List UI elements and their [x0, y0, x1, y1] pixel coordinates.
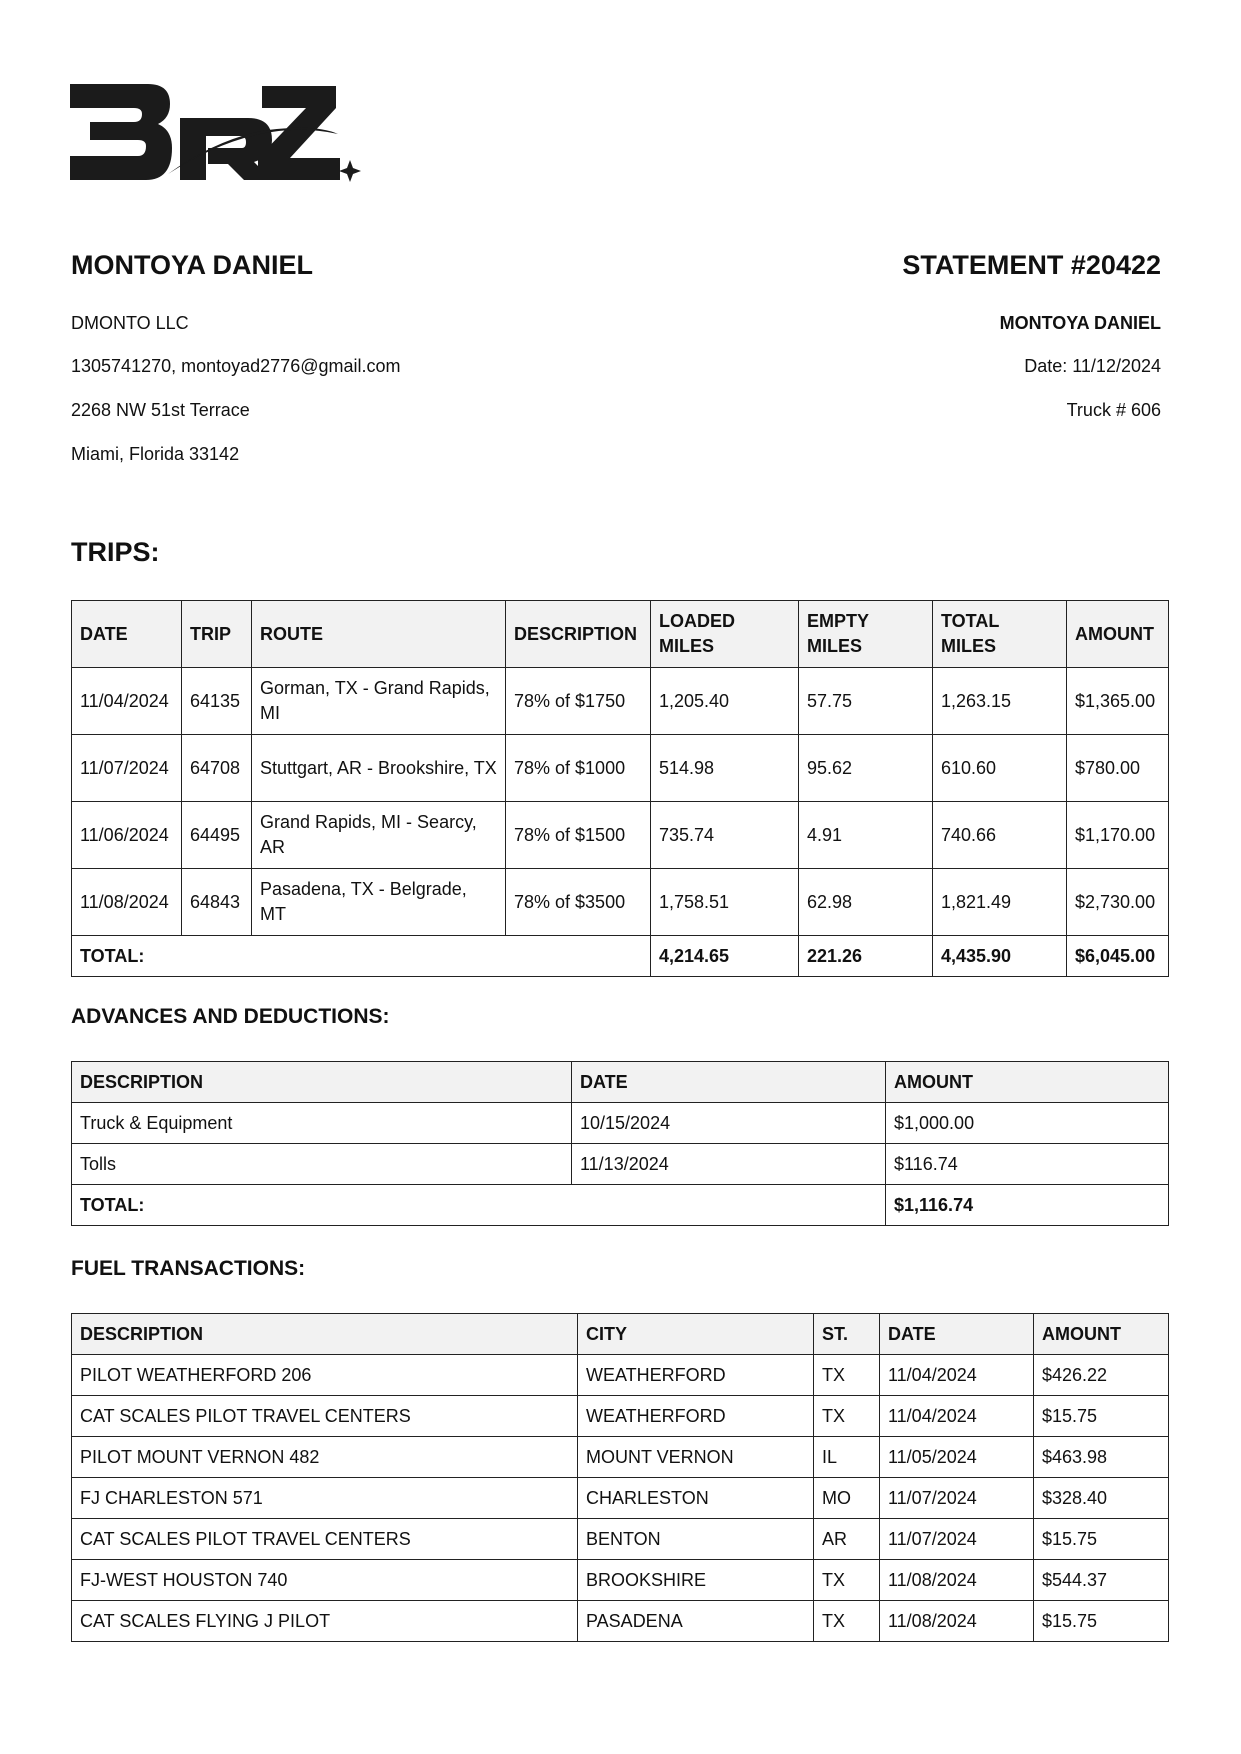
table-cell: IL	[814, 1437, 880, 1478]
table-cell: FJ-WEST HOUSTON 740	[72, 1560, 578, 1601]
trips-heading: TRIPS:	[71, 537, 160, 567]
table-cell: $15.75	[1034, 1519, 1169, 1560]
table-cell: 11/04/2024	[880, 1396, 1034, 1437]
table-cell: 62.98	[799, 869, 933, 936]
table-cell: $1,000.00	[886, 1103, 1169, 1144]
table-cell: FJ CHARLESTON 571	[72, 1478, 578, 1519]
table-row	[72, 1144, 1169, 1185]
driver-address-line2: Miami, Florida 33142	[71, 444, 240, 464]
driver-contact: 1305741270, montoyad2776@gmail.com	[71, 356, 401, 376]
table-cell: 1,205.40	[651, 668, 799, 735]
table-cell: 11/05/2024	[880, 1437, 1034, 1478]
column-header: DATE	[72, 601, 182, 668]
fuel-table	[71, 1313, 1169, 1642]
column-header: DESCRIPTION	[72, 1314, 578, 1355]
table-cell: AR	[814, 1519, 880, 1560]
table-row	[72, 869, 1169, 936]
driver-company: DMONTO LLC	[71, 313, 189, 333]
table-cell: 4.91	[799, 802, 933, 869]
fuel-header-row	[72, 1314, 1169, 1355]
table-cell: 78% of $1750	[506, 668, 651, 735]
table-cell: TX	[814, 1396, 880, 1437]
trips-header-row	[72, 601, 1169, 668]
table-cell: 11/07/2024	[72, 735, 182, 802]
table-cell: $328.40	[1034, 1478, 1169, 1519]
table-cell: $116.74	[886, 1144, 1169, 1185]
table-cell: 740.66	[933, 802, 1067, 869]
statement-date: Date: 11/12/2024	[1024, 356, 1161, 376]
table-cell: MO	[814, 1478, 880, 1519]
column-header: LOADED MILES	[651, 601, 799, 668]
table-cell: 57.75	[799, 668, 933, 735]
total-empty-miles: 221.26	[799, 936, 933, 977]
table-row	[72, 1103, 1169, 1144]
table-row	[72, 735, 1169, 802]
table-cell: CAT SCALES PILOT TRAVEL CENTERS	[72, 1519, 578, 1560]
column-header: EMPTY MILES	[799, 601, 933, 668]
table-cell: 11/08/2024	[880, 1560, 1034, 1601]
table-cell: 1,263.15	[933, 668, 1067, 735]
table-row	[72, 1355, 1169, 1396]
table-cell: Pasadena, TX - Belgrade, MT	[252, 869, 506, 936]
table-cell: 735.74	[651, 802, 799, 869]
table-cell: CAT SCALES FLYING J PILOT	[72, 1601, 578, 1642]
table-row	[72, 1437, 1169, 1478]
table-cell: WEATHERFORD	[578, 1355, 814, 1396]
column-header: TOTAL MILES	[933, 601, 1067, 668]
table-row	[72, 1519, 1169, 1560]
table-cell: TX	[814, 1560, 880, 1601]
table-cell: 11/08/2024	[880, 1601, 1034, 1642]
statement-truck: Truck # 606	[1066, 400, 1161, 420]
table-cell: 64708	[182, 735, 252, 802]
table-cell: BENTON	[578, 1519, 814, 1560]
table-row	[72, 1560, 1169, 1601]
table-row	[72, 1478, 1169, 1519]
driver-address-line1: 2268 NW 51st Terrace	[71, 400, 250, 420]
table-cell: 1,821.49	[933, 869, 1067, 936]
trips-table	[71, 600, 1169, 977]
table-cell: 95.62	[799, 735, 933, 802]
table-cell: 64135	[182, 668, 252, 735]
table-cell: Grand Rapids, MI - Searcy, AR	[252, 802, 506, 869]
column-header: ST.	[814, 1314, 880, 1355]
table-cell: $1,365.00	[1067, 668, 1169, 735]
column-header: ROUTE	[252, 601, 506, 668]
table-cell: Stuttgart, AR - Brookshire, TX	[252, 735, 506, 802]
table-cell: $426.22	[1034, 1355, 1169, 1396]
table-cell: $1,170.00	[1067, 802, 1169, 869]
table-cell: 11/07/2024	[880, 1478, 1034, 1519]
table-cell: $463.98	[1034, 1437, 1169, 1478]
advances-total-row	[72, 1185, 1169, 1226]
column-header: AMOUNT	[886, 1062, 1169, 1103]
table-cell: BROOKSHIRE	[578, 1560, 814, 1601]
table-cell: TX	[814, 1355, 880, 1396]
column-header: DATE	[572, 1062, 886, 1103]
table-cell: CAT SCALES PILOT TRAVEL CENTERS	[72, 1396, 578, 1437]
advances-table	[71, 1061, 1169, 1226]
table-cell: 78% of $1500	[506, 802, 651, 869]
column-header: DATE	[880, 1314, 1034, 1355]
table-cell: Truck & Equipment	[72, 1103, 572, 1144]
total-miles: 4,435.90	[933, 936, 1067, 977]
table-cell: MOUNT VERNON	[578, 1437, 814, 1478]
table-row	[72, 1601, 1169, 1642]
column-header: AMOUNT	[1034, 1314, 1169, 1355]
table-cell: 11/04/2024	[72, 668, 182, 735]
table-cell: 1,758.51	[651, 869, 799, 936]
total-label: TOTAL:	[72, 936, 651, 977]
total-amount: $6,045.00	[1067, 936, 1169, 977]
table-row	[72, 1396, 1169, 1437]
advances-heading: ADVANCES AND DEDUCTIONS:	[71, 1005, 390, 1028]
total-loaded-miles: 4,214.65	[651, 936, 799, 977]
table-cell: 78% of $3500	[506, 869, 651, 936]
fuel-heading: FUEL TRANSACTIONS:	[71, 1257, 306, 1280]
driver-name-heading: MONTOYA DANIEL	[71, 250, 314, 280]
table-cell: Tolls	[72, 1144, 572, 1185]
table-row	[72, 802, 1169, 869]
statement-title: STATEMENT #20422	[902, 250, 1161, 280]
table-cell: 78% of $1000	[506, 735, 651, 802]
table-cell: WEATHERFORD	[578, 1396, 814, 1437]
table-cell: 514.98	[651, 735, 799, 802]
column-header: TRIP	[182, 601, 252, 668]
table-cell: 64495	[182, 802, 252, 869]
total-label: TOTAL:	[72, 1185, 886, 1226]
column-header: CITY	[578, 1314, 814, 1355]
table-cell: 11/13/2024	[572, 1144, 886, 1185]
table-cell: PASADENA	[578, 1601, 814, 1642]
table-cell: 11/06/2024	[72, 802, 182, 869]
table-cell: 610.60	[933, 735, 1067, 802]
statement-name: MONTOYA DANIEL	[999, 313, 1161, 333]
column-header: AMOUNT	[1067, 601, 1169, 668]
table-cell: $780.00	[1067, 735, 1169, 802]
trips-total-row	[72, 936, 1169, 977]
table-cell: 64843	[182, 869, 252, 936]
table-cell: TX	[814, 1601, 880, 1642]
table-cell: $544.37	[1034, 1560, 1169, 1601]
table-cell: $15.75	[1034, 1601, 1169, 1642]
advances-header-row	[72, 1062, 1169, 1103]
table-row	[72, 668, 1169, 735]
table-cell: 10/15/2024	[572, 1103, 886, 1144]
table-cell: $15.75	[1034, 1396, 1169, 1437]
total-amount: $1,116.74	[886, 1185, 1169, 1226]
table-cell: 11/08/2024	[72, 869, 182, 936]
table-cell: Gorman, TX - Grand Rapids, MI	[252, 668, 506, 735]
column-header: DESCRIPTION	[506, 601, 651, 668]
column-header: DESCRIPTION	[72, 1062, 572, 1103]
table-cell: 11/04/2024	[880, 1355, 1034, 1396]
table-cell: CHARLESTON	[578, 1478, 814, 1519]
table-cell: $2,730.00	[1067, 869, 1169, 936]
brz-logo	[68, 78, 388, 198]
table-cell: PILOT WEATHERFORD 206	[72, 1355, 578, 1396]
table-cell: 11/07/2024	[880, 1519, 1034, 1560]
table-cell: PILOT MOUNT VERNON 482	[72, 1437, 578, 1478]
